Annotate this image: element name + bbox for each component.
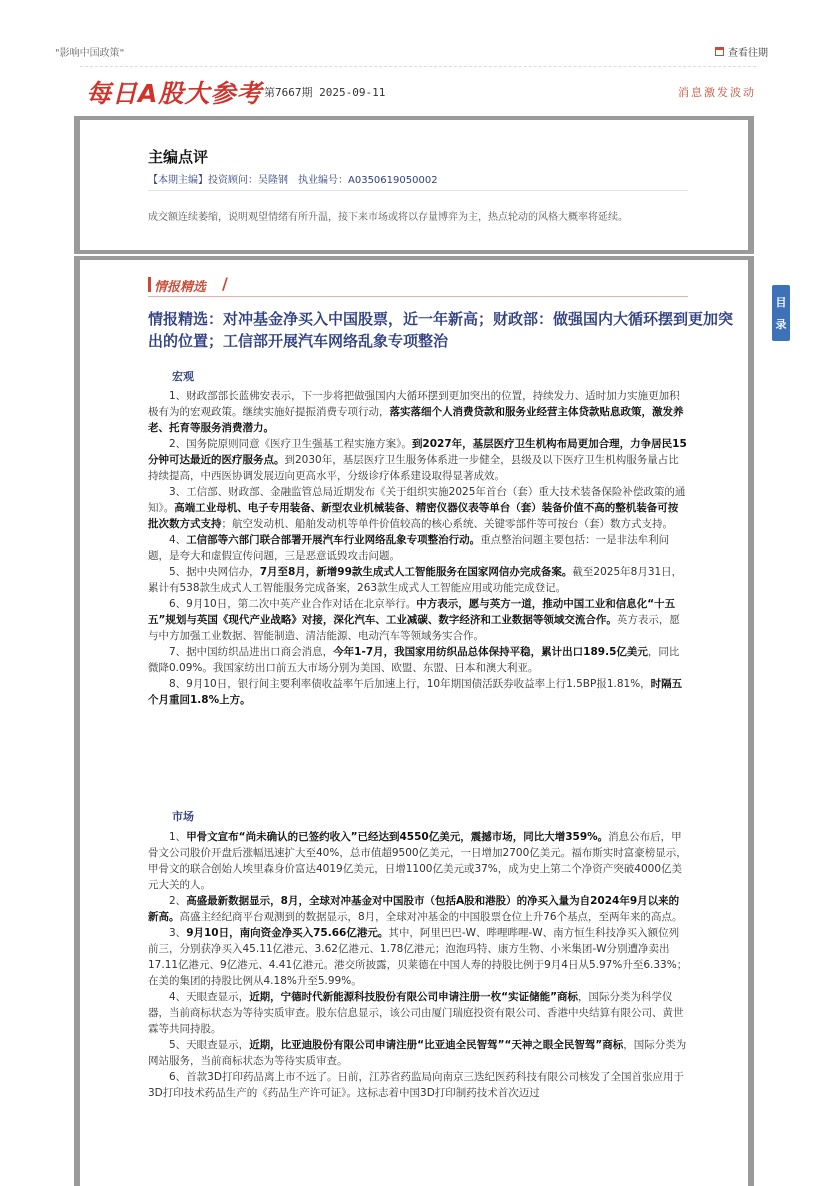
macro-item [148, 388, 688, 436]
macro-item [148, 644, 688, 676]
macro-item-pre: 5、据中央网信办， [169, 566, 260, 578]
macro-item [148, 596, 688, 644]
macro-item-bold: 工信部等六部门联合部署开展汽车行业网络乱象专项整治行动。 [186, 534, 481, 546]
toc-button[interactable] [772, 285, 790, 341]
macro-item-post: 重点整治问题主要包括：一是非法牟利问题，是夸大和虚假宣传问题，三是恶意诋毁攻击问题。 [148, 534, 670, 562]
market-item-bold: 近期，宁德时代新能源科技股份有限公司申请注册一枚“实证储能”商标 [249, 991, 578, 1003]
macro-item-pre: 6、9月10日，第二次中英产业合作对话在北京举行。 [169, 598, 417, 610]
market-item [148, 1037, 688, 1069]
macro-item [148, 676, 688, 708]
issue-info: 第7667期 2025-09-11 [264, 86, 386, 99]
market-item-post: 高盛主经纪商平台观测到的数据显示，8月，全球对冲基金的中国股票仓位上升76个基点，至两年来的高点。 [179, 911, 683, 923]
macro-item-pre: 2、国务院原则同意《医疗卫生强基工程实施方案》。 [169, 438, 412, 450]
market-item-pre: 2、 [169, 895, 187, 907]
macro-item-pre: 8、9月10日，银行间主要利率债收益率午后加速上行，10年期国债活跃券收益率上行1.5BP报1.81%， [169, 678, 651, 690]
macro-item-bold: 7月至8月，新增99款生成式人工智能服务在国家网信办完成备案。 [259, 566, 573, 578]
tag-bar [148, 277, 151, 292]
macro-item [148, 532, 688, 564]
market-item-pre: 1、 [169, 831, 187, 843]
market-item-bold: 近期，比亚迪股份有限公司申请注册“比亚迪全民智驾”“天神之眼全民智驾”商标 [249, 1039, 624, 1051]
market-item-post: ，国际分类为网站服务，当前商标状态为等待实质审查。 [148, 1039, 687, 1067]
calendar-icon [715, 47, 724, 56]
macro-item-bold: 时隔五个月重回1.8%上方。 [148, 678, 683, 706]
editor-title: 主编点评 [148, 148, 209, 166]
market-item-pre: 6、首款3D打印药品离上市不远了。日前，江苏省药监局向南京三迭纪医药科技有限公司核发了全国首张应用于3D打印技术药品生产的《药品生产许可证》。这标志着中国3D打印制药技术首次迈过 [148, 1071, 684, 1099]
editor-comment: 成交额连续萎缩，说明观望情绪有所升温，接下来市场或将以存量博弈为主，热点轮动的风格大概率将延续。 [148, 212, 628, 223]
market-item-post: ，国际分类为科学仪器，当前商标状态为等待实质审查。股东信息显示，该公司由厦门瑞庭投资有限公司、香港中央结算有限公司、黄世霖等共同持股。 [148, 991, 684, 1035]
section-tag-label: 情报精选 [154, 280, 207, 295]
market-heading: 市场 [172, 810, 194, 823]
market-item-bold: 9月10日，南向资金净买入75.66亿港元。 [186, 927, 389, 939]
macro-item-post: 截至2025年8月31日，累计有538款生成式人工智能服务完成备案，263款生成式人工智能应用或功能完成登记。 [148, 566, 683, 594]
macro-item-post: ，同比微降0.09%。我国家纺出口前五大市场分别为美国、欧盟、东盟、日本和澳大利亚。 [148, 646, 680, 674]
editor-separator [148, 190, 688, 191]
tag-slash-icon: / [222, 274, 228, 293]
divider [80, 66, 756, 67]
market-list [148, 829, 688, 1101]
history-link[interactable] [715, 44, 768, 59]
history-label: 查看往期 [728, 48, 768, 59]
news-title: 情报精选：对冲基金净买入中国股票，近一年新高；财政部：做强国内大循环摆到更加突出的位置；工信部开展汽车网络乱象专项整治 [148, 310, 734, 350]
top-bar [0, 0, 826, 60]
macro-item-post: ；航空发动机、船舶发动机等单件价值较高的核心系统、关键零部件等可按台（套）数方式支持。 [221, 518, 673, 530]
logo: 每日A股大参考 [86, 79, 263, 108]
market-item-pre: 4、天眼查显示， [169, 991, 250, 1003]
editor-meta [148, 171, 438, 186]
market-item [148, 925, 688, 989]
news-panel [74, 256, 754, 1186]
macro-item [148, 564, 688, 596]
editor-meta-bracket: 【本期主编】 [148, 175, 208, 186]
macro-item-pre: 7、据中国纺织品进出口商会消息， [169, 646, 334, 658]
slogan: "影响中国政策" [55, 48, 125, 59]
macro-item-post: 英方表示，愿与中方加强工业数据、智能制造、清洁能源、电动汽车等领域务实合作。 [148, 614, 680, 642]
macro-item-bold: 高端工业母机、电子专用装备、新型农业机械装备、精密仪器仪表等单台（套）装备价值不高的整机装备可按批次数方式支持 [148, 502, 679, 530]
macro-item-pre: 4、 [169, 534, 187, 546]
macro-item-bold: 到2027年，基层医疗卫生机构布局更加合理，力争居民15分钟可达最近的医疗服务点。 [148, 438, 687, 466]
market-item-post: 其中，阿里巴巴-W、哔哩哔哩-W、南方恒生科技净买入额位列前三，分别获净买入45.11亿港元、3.62亿港元、1.78亿港元；泡泡玛特、康方生物、小米集团-W分别遭净卖出17.11亿港元、9亿港元、4.41亿港元。港交所披露，贝莱德在中国人寿的持股比例于9月4日从5.97%升至6.33%；在美的集团的持股比例从4.18%升至5.99%。 [148, 927, 688, 987]
motto: 消息激发波动 [678, 86, 756, 99]
editor-meta-rest: 投资顾问：吴隆钢 执业编号：A0350619050002 [208, 175, 438, 186]
section-tag [148, 274, 688, 297]
macro-item-bold: 今年1-7月，我国家用纺织品总体保持平稳，累计出口189.5亿美元 [333, 646, 648, 658]
market-item-bold: 甲骨文宣布“尚未确认的已签约收入”已经达到4550亿美元，震撼市场，同比大增359%。 [186, 831, 609, 843]
macro-item-bold: 落实落细个人消费贷款和服务业经营主体贷款贴息政策，激发养老、托育等服务消费潜力。 [148, 406, 684, 434]
market-item [148, 989, 688, 1037]
market-item [148, 829, 688, 893]
market-item-pre: 5、天眼查显示， [169, 1039, 250, 1051]
editor-comment-panel [74, 116, 754, 254]
market-item-pre: 3、 [169, 927, 187, 939]
macro-item [148, 484, 688, 532]
toc-char-2: 录 [775, 318, 787, 331]
macro-item-pre: 3、工信部、财政部、金融监管总局近期发布《关于组织实施2025年首台（套）重大技术装备保险补偿政策的通知》。 [148, 486, 686, 514]
macro-heading: 宏观 [172, 370, 194, 383]
macro-item [148, 436, 688, 484]
market-item-post: 消息公布后，甲骨文公司股价开盘后涨幅迅速扩大至40%，总市值超9500亿美元，一日增加2700亿美元。福布斯实时富豪榜显示，甲骨文的联合创始人埃里森身价富达4019亿美元，日增1100亿美元或37%，成为史上第二个净资产突破4000亿美元大关的人。 [148, 831, 687, 891]
market-item-bold: 高盛最新数据显示，8月，全球对冲基金对中国股市（包括A股和港股）的净买入量为自2024年9月以来的新高。 [148, 895, 680, 923]
toc-char-1: 目 [775, 296, 787, 309]
market-item [148, 1069, 688, 1101]
masthead [80, 72, 756, 112]
macro-item-pre: 1、财政部部长蓝佛安表示，下一步将把做强国内大循环摆到更加突出的位置，持续发力、适时加力实施更加积极有为的宏观政策。继续实施好提振消费专项行动， [148, 390, 680, 418]
macro-list [148, 388, 688, 708]
market-item [148, 893, 688, 925]
macro-item-bold: 中方表示，愿与英方一道，推动中国工业和信息化“十五五”规划与英国《现代产业战略》对接，深化汽车、工业减碳、数字经济和工业数据等领域交流合作。 [148, 598, 676, 626]
macro-item-post: 到2030年，基层医疗卫生服务体系进一步健全，县级及以下医疗卫生机构服务量占比持续提高，中西医协调发展迈向更高水平，分级诊疗体系建设取得显著成效。 [148, 454, 679, 482]
